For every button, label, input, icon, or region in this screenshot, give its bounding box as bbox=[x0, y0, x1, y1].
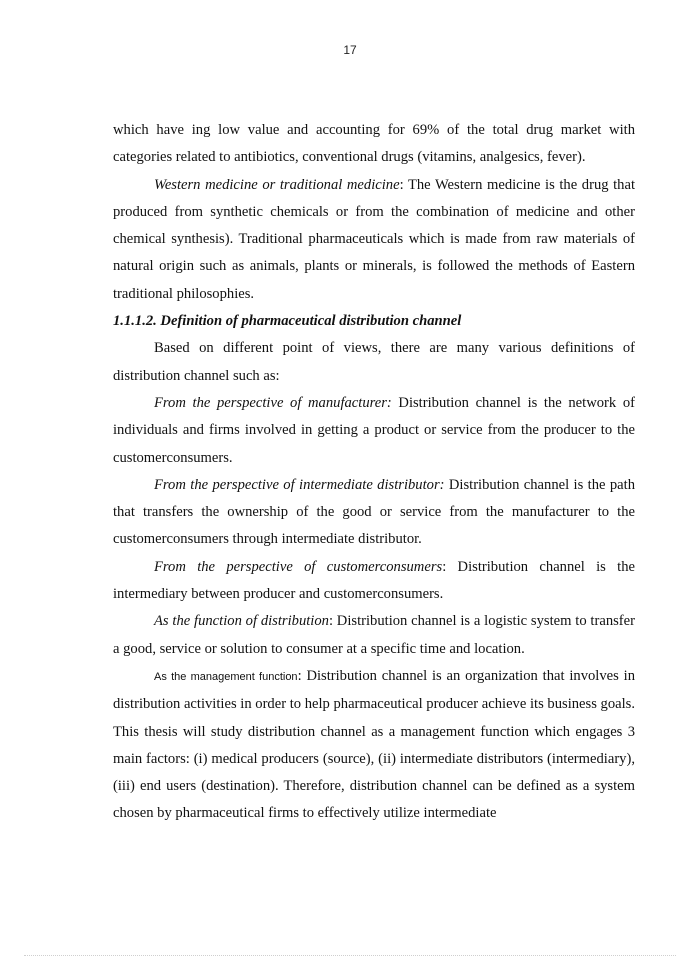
paragraph-definitions-intro bbox=[113, 335, 635, 390]
paragraph-lead: Western medicine or traditional medicine bbox=[154, 176, 400, 193]
paragraph-text: Based on different point of views, there are many various definitions of distribution channel such as: bbox=[113, 340, 635, 384]
paragraph-western-medicine bbox=[113, 172, 635, 308]
paragraph-text: : The Western medicine is the drug that produced from synthetic chemicals or from the combination of medicine and other chemical synthesis). Traditional pharmaceuticals which is made from raw materials of natural origin such as animals, plants or minerals, is followed the methods of Eastern traditional philosophies. bbox=[113, 176, 635, 302]
paragraph-text: : Distribution channel is the intermediary between producer and customerconsumers. bbox=[113, 558, 635, 603]
paragraph-text: : Distribution channel is an organization that involves in distribution activities in order to help pharmaceutical producer achieve its business goals. bbox=[113, 667, 635, 713]
paragraph-text: which have ing low value and accounting for 69% of the total drug market with categories related to antibiotics, conventional drugs (vitamins, analgesics, fever). bbox=[113, 122, 635, 166]
paragraph-lead: As the management function bbox=[154, 670, 298, 683]
page-bottom-border bbox=[24, 955, 676, 956]
paragraph-manufacturer bbox=[113, 390, 635, 472]
body-text bbox=[113, 117, 635, 828]
paragraph-text: Distribution channel is the network of individuals and firms involved in getting a product or service from the producer to the customerconsumers. bbox=[113, 394, 635, 466]
paragraph-customerconsumers bbox=[113, 554, 635, 609]
paragraph-text: This thesis will study distribution channel as a management function which engages 3 main factors: (i) medical producers (source), (ii) intermediate distributors (intermediary), (iii) end users (destination). Therefore, distribution channel can be defined as a system chosen by pharmaceutical firms to effectively utilize intermediate bbox=[113, 723, 635, 822]
paragraph-management-function bbox=[113, 663, 635, 719]
page-number: 17 bbox=[343, 43, 357, 57]
paragraph-text: Distribution channel is the path that transfers the ownership of the good or service from the manufacturer to the customerconsumers through intermediate distributor. bbox=[113, 476, 635, 548]
paragraph-intermediate-distributor bbox=[113, 472, 635, 554]
paragraph-lead: As the function of distribution bbox=[154, 613, 329, 630]
section-heading: 1.1.1.2. Definition of pharmaceutical distribution channel bbox=[113, 313, 462, 330]
paragraph-lead: From the perspective of customerconsumers bbox=[154, 558, 443, 575]
paragraph-lead: From the perspective of intermediate distributor: bbox=[154, 476, 445, 493]
paragraph-thesis-scope bbox=[113, 719, 635, 828]
paragraph-lead: From the perspective of manufacturer: bbox=[154, 394, 392, 411]
paragraph-text: : Distribution channel is a logistic system to transfer a good, service or solution to consumer at a specific time and location. bbox=[113, 613, 635, 657]
paragraph-function-of-distribution bbox=[113, 608, 635, 663]
paragraph-continuation bbox=[113, 117, 635, 172]
